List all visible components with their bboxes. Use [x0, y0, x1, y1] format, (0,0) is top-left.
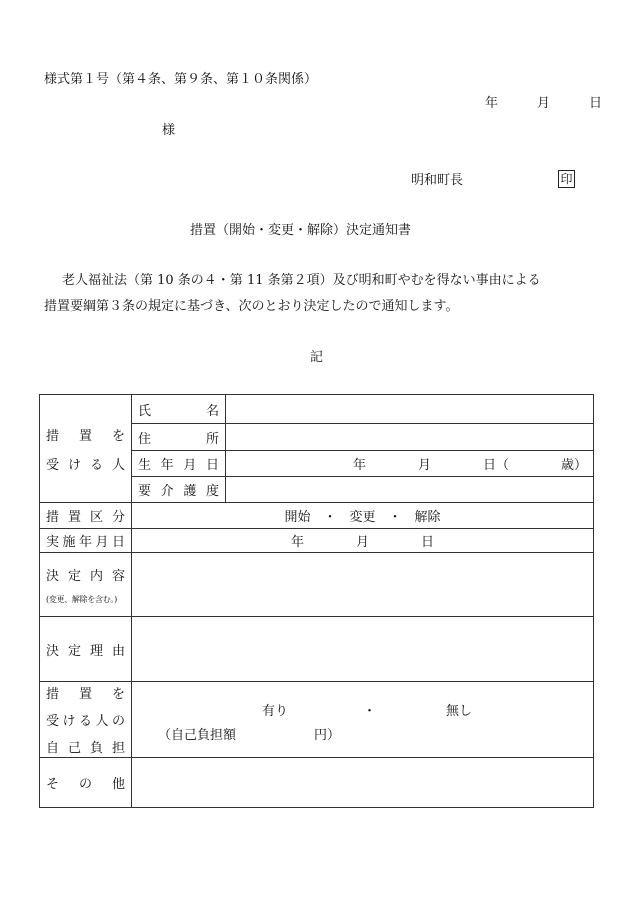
- decision-content-note: (変更、解除を含む。): [46, 594, 117, 604]
- burden-separator: ・: [363, 703, 377, 719]
- care-level-field[interactable]: [226, 477, 594, 503]
- self-burden-label-1: 措置を: [46, 687, 125, 702]
- recipient-group-label-1: 措置を: [46, 428, 125, 444]
- body-text-line-1: 老人福祉法（第 10 条の４・第 11 条第２項）及び明和町やむを得ない事由による: [62, 273, 541, 288]
- implementation-date-label: 実施年月日: [40, 529, 132, 553]
- burden-no-option[interactable]: 無し: [446, 703, 473, 719]
- other-label: その他: [40, 758, 132, 808]
- name-label: 氏名: [132, 395, 226, 424]
- other-field[interactable]: [132, 758, 594, 808]
- notice-table: [39, 394, 594, 808]
- care-level-label: 要介護度: [132, 477, 226, 503]
- form-number: 様式第１号（第４条、第９条、第１０条関係）: [44, 72, 318, 87]
- body-text-line-2: 措置要綱第３条の規定に基づき、次のとおり決定したので通知します。: [44, 299, 459, 314]
- document-title: 措置（開始・変更・解除）決定通知書: [190, 223, 412, 238]
- category-label: 措置区分: [40, 503, 132, 529]
- recipient-group-label-2: 受ける人: [46, 457, 125, 473]
- self-burden-label-2: 受ける人の: [46, 714, 125, 729]
- address-label: 住所: [132, 424, 226, 451]
- decision-reason-label: 決定理由: [40, 617, 132, 682]
- ki-heading: 記: [310, 350, 324, 365]
- addressee-suffix: 様: [162, 123, 176, 138]
- decision-content-cell: [40, 553, 132, 617]
- implementation-date-field[interactable]: 年 月 日: [132, 529, 594, 553]
- issuer-name: 明和町長: [411, 173, 464, 188]
- seal-stamp: 印: [558, 170, 575, 188]
- decision-content-field[interactable]: [132, 553, 594, 617]
- address-field[interactable]: [226, 424, 594, 451]
- birthdate-label: 生年月日: [132, 451, 226, 477]
- self-burden-label-3: 自己負担: [46, 741, 125, 756]
- name-field[interactable]: [226, 395, 594, 424]
- burden-yes-option[interactable]: 有り: [262, 703, 289, 719]
- self-burden-cell: [40, 682, 132, 758]
- date-line: 年 月 日: [485, 96, 603, 111]
- birthdate-field[interactable]: 年 月 日（ 歳）: [226, 451, 594, 477]
- decision-reason-field[interactable]: [132, 617, 594, 682]
- self-burden-field[interactable]: [132, 682, 594, 758]
- decision-content-label: 決定内容: [46, 568, 125, 584]
- category-options[interactable]: 開始 ・ 変更 ・ 解除: [132, 503, 594, 529]
- recipient-group-cell: [40, 395, 132, 503]
- burden-amount: （自己負担額 円）: [158, 727, 341, 743]
